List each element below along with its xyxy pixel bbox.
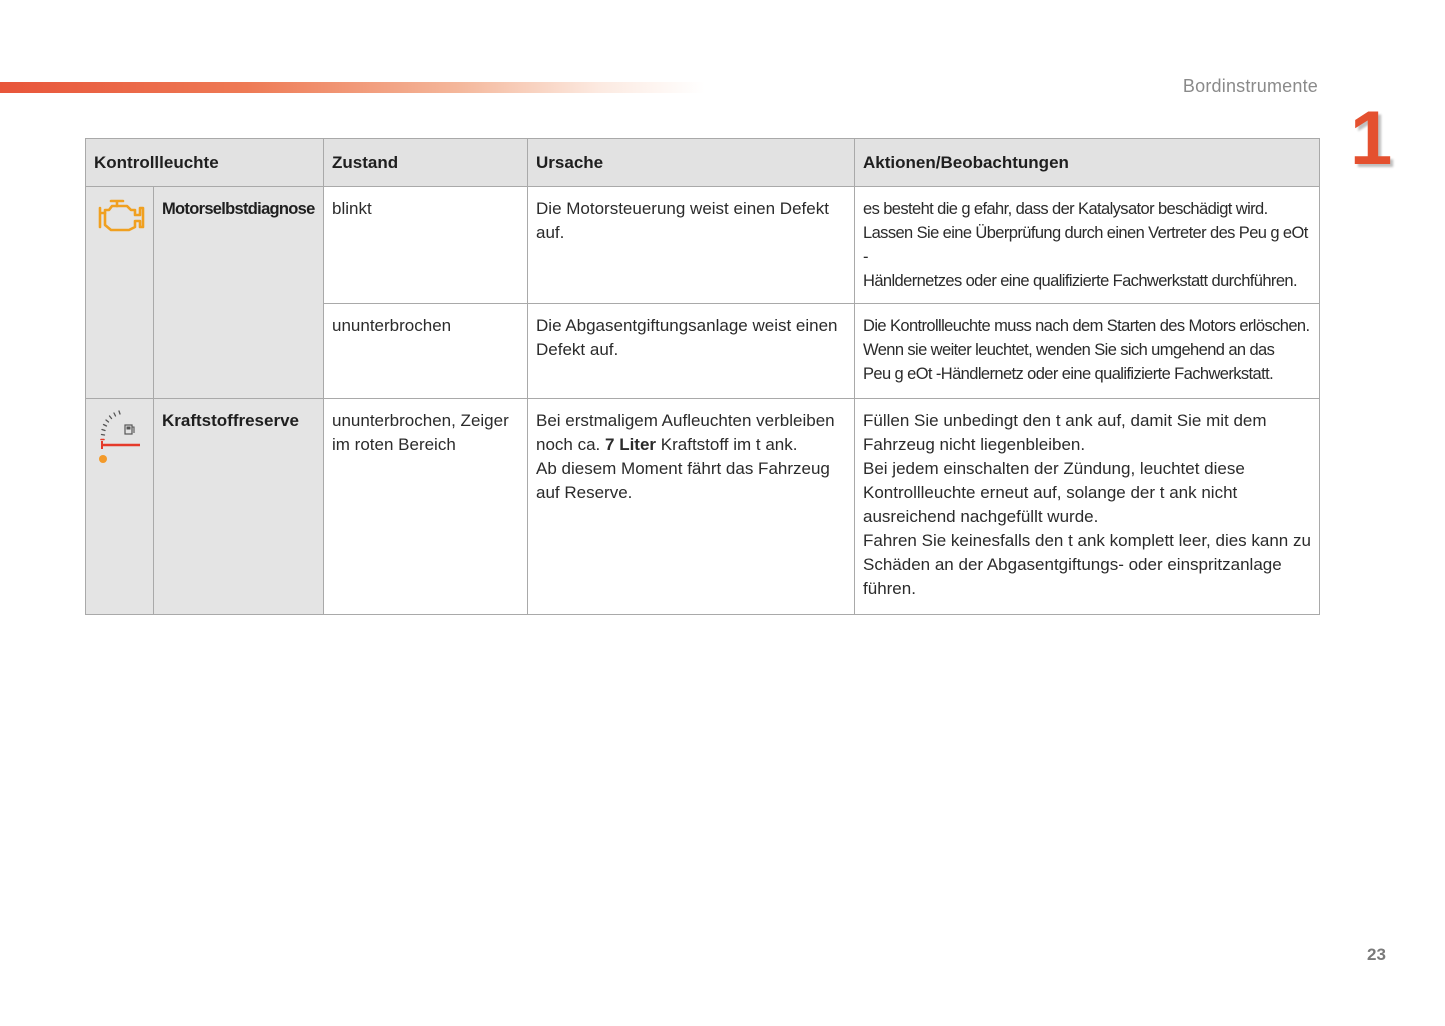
top-accent-bar	[0, 82, 705, 93]
column-header-aktionen: Aktionen/Beobachtungen	[855, 139, 1320, 187]
action-cell	[855, 304, 1320, 399]
state-cell: ununterbrochen	[324, 304, 528, 399]
cause-bold-text: 7 Liter	[605, 435, 657, 454]
column-header-zustand: Zustand	[324, 139, 528, 187]
action-line: Die Kontrollleuchte muss nach dem Starten des Motors erlöschen.	[863, 317, 1310, 335]
action-line: Lassen Sie eine Überprüfung durch einen Vertreter des Peu g eOt -	[863, 224, 1308, 266]
action-line: Bei jedem einschalten der Zündung, leuchtet diese Kontrollleuchte erneut auf, solange der t ank nicht ausreichend nachgefüllt wurde.	[863, 459, 1245, 526]
state-cell: blinkt	[324, 187, 528, 304]
cause-cell: Die Abgasentgiftungsanlage weist einen Defekt auf.	[528, 304, 855, 399]
warning-lights-table	[85, 138, 1320, 615]
page-number: 23	[1367, 945, 1386, 964]
action-line: Peu g eOt -Händlernetz oder eine qualifizierte Fachwerkstatt.	[863, 365, 1274, 383]
column-header-ursache: Ursache	[528, 139, 855, 187]
lamp-icon-cell	[86, 399, 154, 615]
cause-text: Ab diesem Moment fährt das Fahrzeug auf Reserve.	[536, 459, 830, 502]
action-line: Hänldernetzes oder eine qualifizierte Fachwerkstatt durchführen.	[863, 272, 1297, 290]
table-row	[86, 399, 1320, 615]
action-cell	[855, 187, 1320, 304]
lamp-name-text: Motorselbstdiagnose	[162, 200, 315, 218]
cause-cell: Die Motorsteuerung weist einen Defekt auf.	[528, 187, 855, 304]
chapter-number: 1	[1350, 96, 1393, 181]
action-cell	[855, 399, 1320, 615]
cause-text: Bei erstmaligem Aufleuchten verbleiben noch ca.	[536, 411, 835, 454]
action-line: Fahren Sie keinesfalls den t ank komplett leer, dies kann zu Schäden an der Abgasentgiftungs- oder einspritzanlage führen.	[863, 531, 1311, 598]
cause-cell	[528, 399, 855, 615]
section-title: Bordinstrumente	[1182, 76, 1318, 96]
action-line: es besteht die g efahr, dass der Katalysator beschädigt wird.	[863, 200, 1268, 218]
table-row	[86, 187, 1320, 304]
column-header-kontrollleuchte: Kontrollleuchte	[86, 139, 324, 187]
cause-text: Kraftstoff im t ank.	[656, 435, 798, 454]
lamp-name-motorselbstdiagnose	[154, 187, 324, 399]
engine-check-icon	[95, 197, 145, 233]
table-header-row	[86, 139, 1320, 187]
lamp-name-kraftstoffreserve: Kraftstoffreserve	[154, 399, 324, 615]
state-cell: ununterbrochen, Zeiger im roten Bereich	[324, 399, 528, 615]
lamp-icon-cell	[86, 187, 154, 399]
action-line: Füllen Sie unbedingt den t ank auf, damit Sie mit dem Fahrzeug nicht liegenbleiben.	[863, 411, 1267, 454]
fuel-gauge-icon	[97, 409, 143, 469]
action-line: Wenn sie weiter leuchtet, wenden Sie sich umgehend an das	[863, 341, 1275, 359]
